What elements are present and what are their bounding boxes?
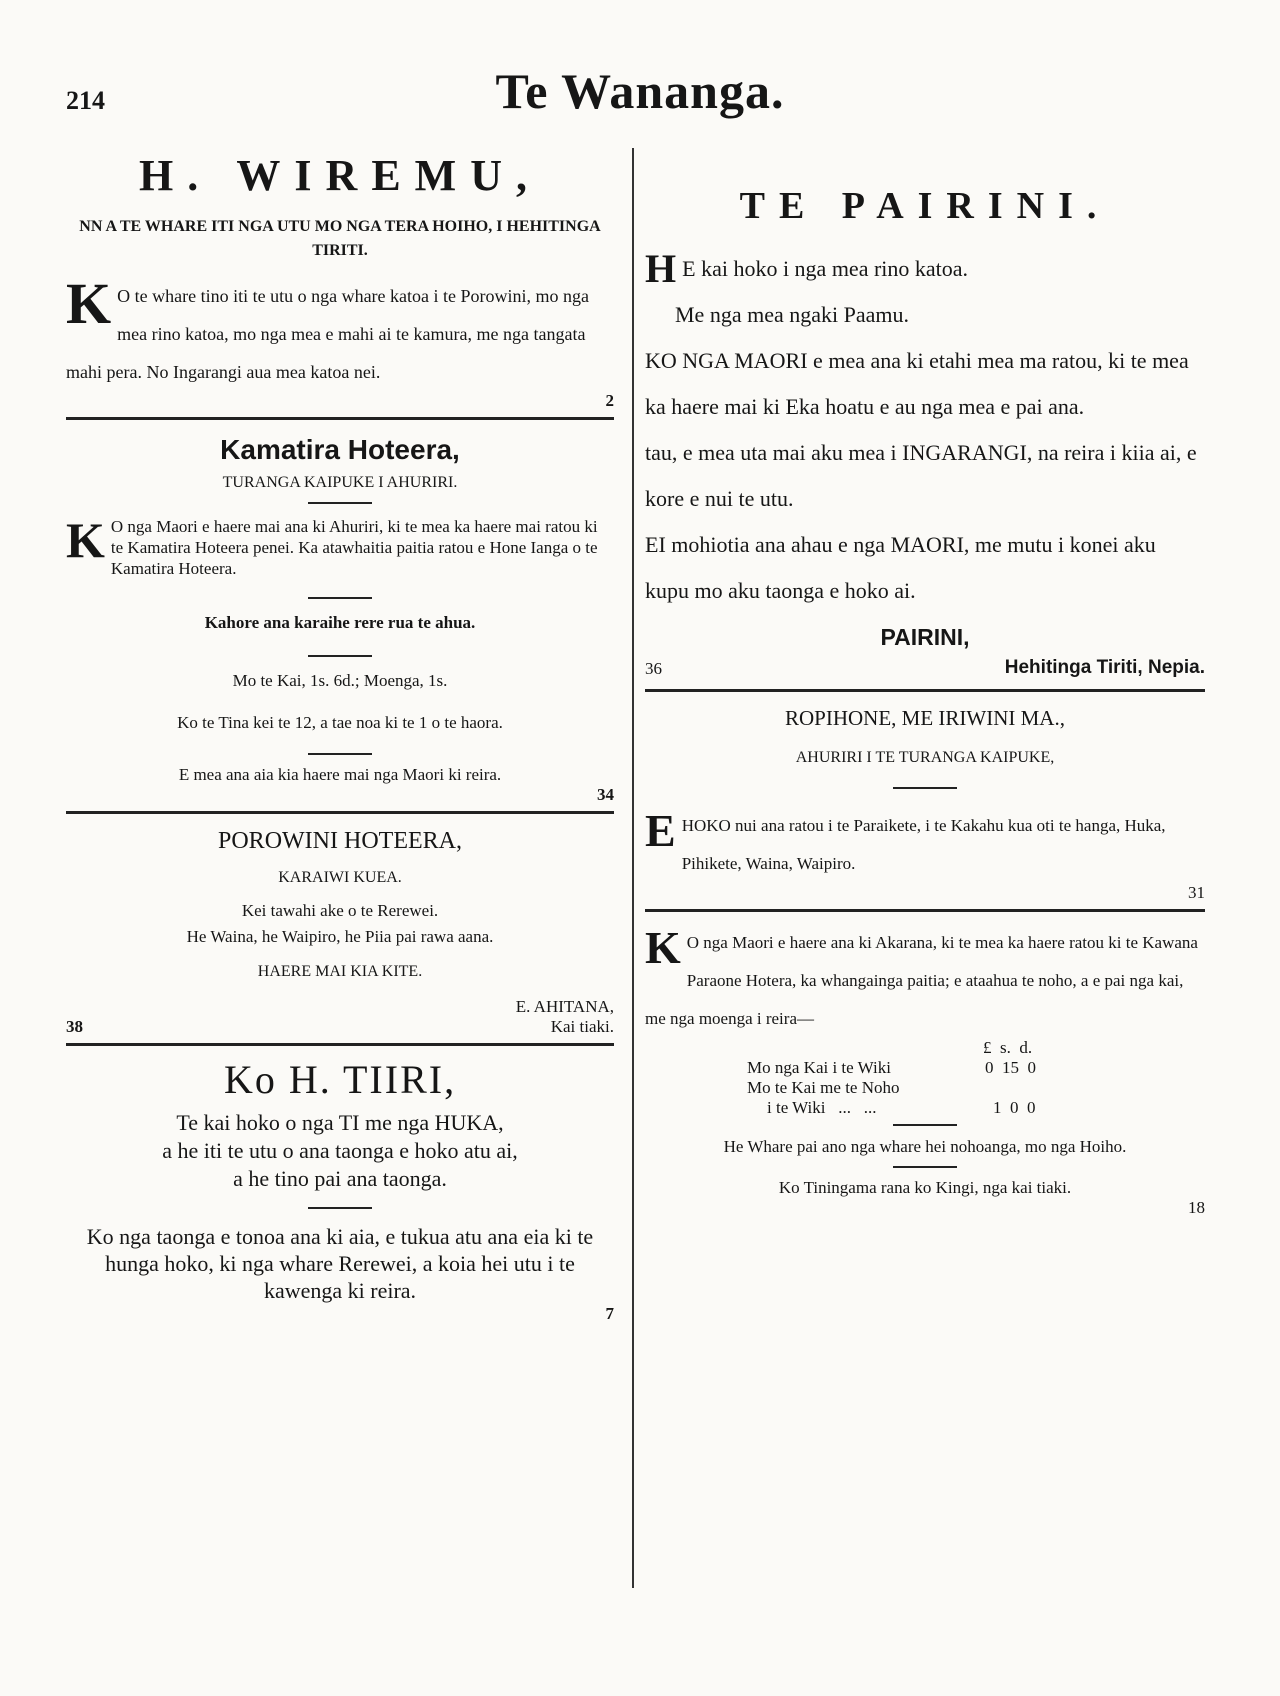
right-column xyxy=(645,150,1205,1218)
price-value: 1 0 0 xyxy=(993,1098,1036,1117)
drop-cap: E xyxy=(645,805,676,856)
ad-kamatira xyxy=(66,434,614,805)
ad-title: H. WIREMU, xyxy=(139,151,541,200)
price-label: Mo nga Kai i te Wiki xyxy=(747,1058,891,1077)
page-number: 214 xyxy=(66,86,105,115)
ad-body: O nga Maori e haere mai ana ki Ahuriri, ki te mea ka haere mai ratou ki te Kamatira Hoteera penei. Ka atawhaitia paitia ratou e Hone Ianga o te Kamatira Hoteera. xyxy=(110,517,598,578)
ad-porowini xyxy=(66,828,614,1037)
divider xyxy=(66,811,614,814)
ad-subtitle: AHURIRI I TE TURANGA KAIPUKE, xyxy=(795,749,1055,766)
ad-subtitle: NN A TE WHARE ITI NGA UTU MO NGA TERA HOIHO, I HEHITINGA TIRITI. xyxy=(79,218,601,259)
ad-line: Kahore ana karaihe rere rua te ahua. xyxy=(204,613,476,632)
signature-name: E. AHITANA, xyxy=(515,997,614,1016)
ad-title: TE PAIRINI. xyxy=(739,185,1111,227)
short-rule xyxy=(893,1124,957,1126)
ad-body: EI mohiotia ana ahau e nga MAORI, me mutu i konei aku kupu mo aku taonga e hoko ai. xyxy=(645,532,1156,603)
ad-line: Te kai hoko o nga TI me nga HUKA, xyxy=(176,1110,504,1135)
ad-body: He Whare pai ano nga whare hei nohoanga, mo nga Hoiho. xyxy=(723,1137,1127,1156)
signature-role: Kai tiaki. xyxy=(550,1017,614,1036)
ad-line: a he tino pai ana taonga. xyxy=(233,1166,447,1191)
short-rule xyxy=(308,1207,372,1209)
ad-title: ROPIHONE, ME IRIWINI MA., xyxy=(785,706,1065,730)
ad-line: E kai hoko i nga mea rino katoa. xyxy=(682,256,969,281)
ad-line: Mo te Kai, 1s. 6d.; Moenga, 1s. xyxy=(232,671,448,690)
ad-line: E mea ana aia kia haere mai nga Maori ki reira. xyxy=(178,765,502,784)
ad-ropihone xyxy=(645,706,1205,903)
short-rule xyxy=(893,1166,957,1168)
ad-line: Me nga mea ngaki Paamu. xyxy=(675,302,909,327)
ad-number: 7 xyxy=(605,1304,614,1323)
signature-name: PAIRINI, xyxy=(880,624,970,650)
drop-cap: K xyxy=(66,512,105,568)
ad-number: 31 xyxy=(1188,883,1205,902)
divider xyxy=(66,1043,614,1046)
ad-number: 18 xyxy=(1188,1198,1205,1217)
ad-body: HOKO nui ana ratou i te Paraikete, i te Kakahu kua oti te hanga, Huka, Pihikete, Waina, Waipiro. xyxy=(681,816,1166,873)
ad-number: 36 xyxy=(645,659,662,678)
divider xyxy=(645,689,1205,692)
drop-cap: K xyxy=(66,271,112,336)
short-rule xyxy=(308,753,372,755)
drop-cap: H xyxy=(645,246,677,291)
signature-place: Hehitinga Tiriti, Nepia. xyxy=(1004,657,1205,678)
price-label: i te Wiki ... ... xyxy=(767,1098,877,1117)
ad-pairini xyxy=(645,184,1205,679)
short-rule xyxy=(308,597,372,599)
masthead-title: Te Wananga. xyxy=(495,63,785,119)
drop-cap: K xyxy=(645,922,681,973)
column-divider xyxy=(632,148,634,1588)
ad-line: He Waina, he Waipiro, he Piia pai rawa aana. xyxy=(186,927,494,946)
ad-subtitle: KARAIWI KUEA. xyxy=(278,869,402,886)
short-rule xyxy=(308,655,372,657)
price-value: 0 15 0 xyxy=(985,1058,1036,1077)
ad-line: Ko te Tina kei te 12, a tae noa ki te 1 o te haora. xyxy=(177,713,503,732)
ad-body: Ko nga taonga e tonoa ana ki aia, e tukua atu ana eia ki te hunga hoko, ki nga whare Rerewei, a koia hei utu i te kawenga ki reira. xyxy=(86,1224,594,1303)
ad-line: HAERE MAI KIA KITE. xyxy=(257,963,423,980)
ad-body: O te whare tino iti te utu o nga whare katoa i te Porowini, mo nga mea rino katoa, mo nga mea e mahi ai te kamura, me nga tangata mahi pera. No Ingarangi aua mea katoa nei. xyxy=(66,286,590,382)
ad-kawana xyxy=(645,924,1205,1218)
ad-line: a he iti te utu o ana taonga e hoko atu ai, xyxy=(162,1138,518,1163)
short-rule xyxy=(308,502,372,504)
ad-body: tau, e mea uta mai aku mea i INGARANGI, na reira i kiia ai, e kore e nui te utu. xyxy=(645,440,1197,511)
short-rule xyxy=(893,787,957,789)
ad-number: 34 xyxy=(597,785,614,804)
divider xyxy=(645,909,1205,912)
ad-line: Kei tawahi ake o te Rerewei. xyxy=(241,901,439,920)
ad-body: O nga Maori e haere ana ki Akarana, ki te mea ka haere ratou ki te Kawana Paraone Hotera, ka whangainga paitia; e ataahua te noho, a e pai nga kai, me nga moenga i reira— xyxy=(645,933,1198,1028)
ad-body: KO NGA MAORI e mea ana ki etahi mea ma ratou, ki te mea ka haere mai ki Eka hoatu e au nga mea e pai ana. xyxy=(645,348,1189,419)
ad-number: 38 xyxy=(66,1017,83,1036)
ad-footer: Ko Tiningama rana ko Kingi, nga kai tiaki. xyxy=(778,1178,1072,1197)
ad-subtitle: TURANGA KAIPUKE I AHURIRI. xyxy=(222,474,458,491)
left-column xyxy=(66,150,614,1324)
ad-tiiri xyxy=(66,1056,614,1324)
price-header: £ s. d. xyxy=(983,1038,1033,1057)
ad-title: Ko H. TIIRI, xyxy=(223,1057,457,1102)
ad-title: POROWINI HOTEERA, xyxy=(218,828,462,854)
divider xyxy=(66,417,614,420)
ad-wiremu xyxy=(66,150,614,411)
ad-number: 2 xyxy=(605,391,614,410)
ad-title: Kamatira Hoteera, xyxy=(220,434,460,465)
price-label: Mo te Kai me te Noho xyxy=(747,1078,900,1097)
